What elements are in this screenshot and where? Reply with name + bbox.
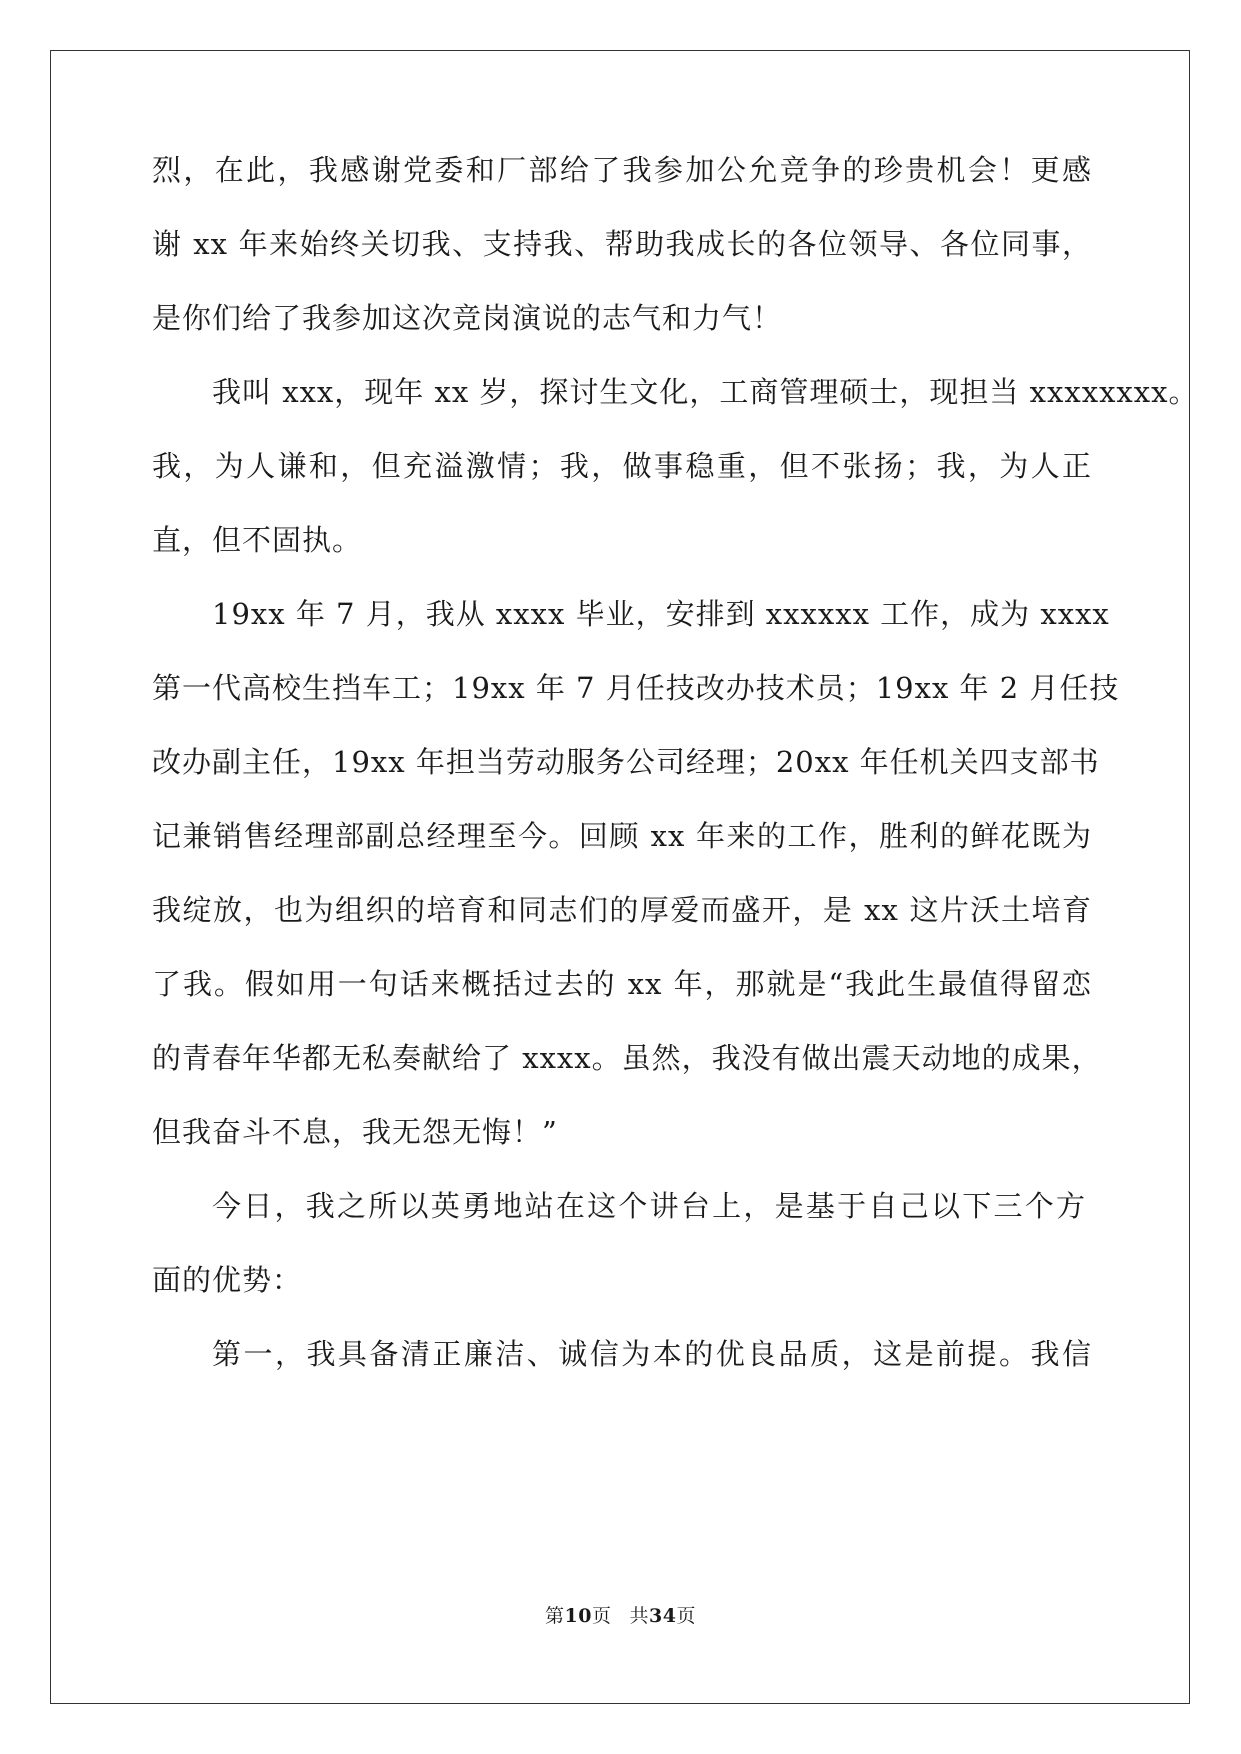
footer-prefix: 第 bbox=[545, 1605, 565, 1627]
current-page-number: 10 bbox=[564, 1605, 592, 1627]
text-line: 面的优势： bbox=[152, 1263, 303, 1297]
paragraph-first-line: 我叫 xxx，现年 xx 岁，探讨生文化，工商管理硕士，现担当 xxxxxxxx。 bbox=[212, 375, 1199, 409]
paragraph-first-line: 今日，我之所以英勇地站在这个讲台上，是基于自己以下三个方 bbox=[212, 1189, 1086, 1223]
footer-total-prefix: 共 bbox=[629, 1605, 650, 1627]
text-line: 了我。假如用一句话来概括过去的 xx 年，那就是“我此生最值得留恋 bbox=[152, 967, 1092, 1001]
text-line: 改办副主任，19xx 年担当劳动服务公司经理；20xx 年任机关四支部书 bbox=[152, 745, 1100, 779]
text-line: 我，为人谦和，但充溢激情；我，做事稳重，但不张扬；我，为人正 bbox=[152, 449, 1092, 483]
text-line: 第一代高校生挡车工；19xx 年 7 月任技改办技术员；19xx 年 2 月任技 bbox=[152, 671, 1120, 705]
footer-page-unit: 页 bbox=[591, 1605, 612, 1627]
text-line: 谢 xx 年来始终关切我、支持我、帮助我成长的各位领导、各位同事， bbox=[152, 227, 1092, 261]
text-line: 是你们给了我参加这次竞岗演说的志气和力气！ bbox=[152, 301, 783, 335]
total-pages-number: 34 bbox=[649, 1605, 677, 1627]
text-line: 记兼销售经理部副总经理至今。回顾 xx 年来的工作，胜利的鲜花既为 bbox=[152, 819, 1092, 853]
paragraph-first-line: 第一，我具备清正廉洁、诚信为本的优良品质，这是前提。我信 bbox=[212, 1337, 1092, 1371]
text-line: 我绽放，也为组织的培育和同志们的厚爱而盛开，是 xx 这片沃土培育 bbox=[152, 893, 1092, 927]
text-line: 直，但不固执。 bbox=[152, 523, 363, 557]
paragraph-first-line: 19xx 年 7 月，我从 xxxx 毕业，安排到 xxxxxx 工作，成为 xxxx bbox=[212, 597, 1110, 631]
text-line: 烈，在此，我感谢党委和厂部给了我参加公允竞争的珍贵机会！更感 bbox=[152, 153, 1092, 187]
footer-total-unit: 页 bbox=[676, 1605, 696, 1627]
text-line: 但我奋斗不息，我无怨无悔！” bbox=[152, 1115, 558, 1149]
text-line: 的青春年华都无私奏献给了 xxxx。虽然，我没有做出震天动地的成果， bbox=[152, 1041, 1102, 1075]
page-footer bbox=[0, 1604, 1241, 1628]
